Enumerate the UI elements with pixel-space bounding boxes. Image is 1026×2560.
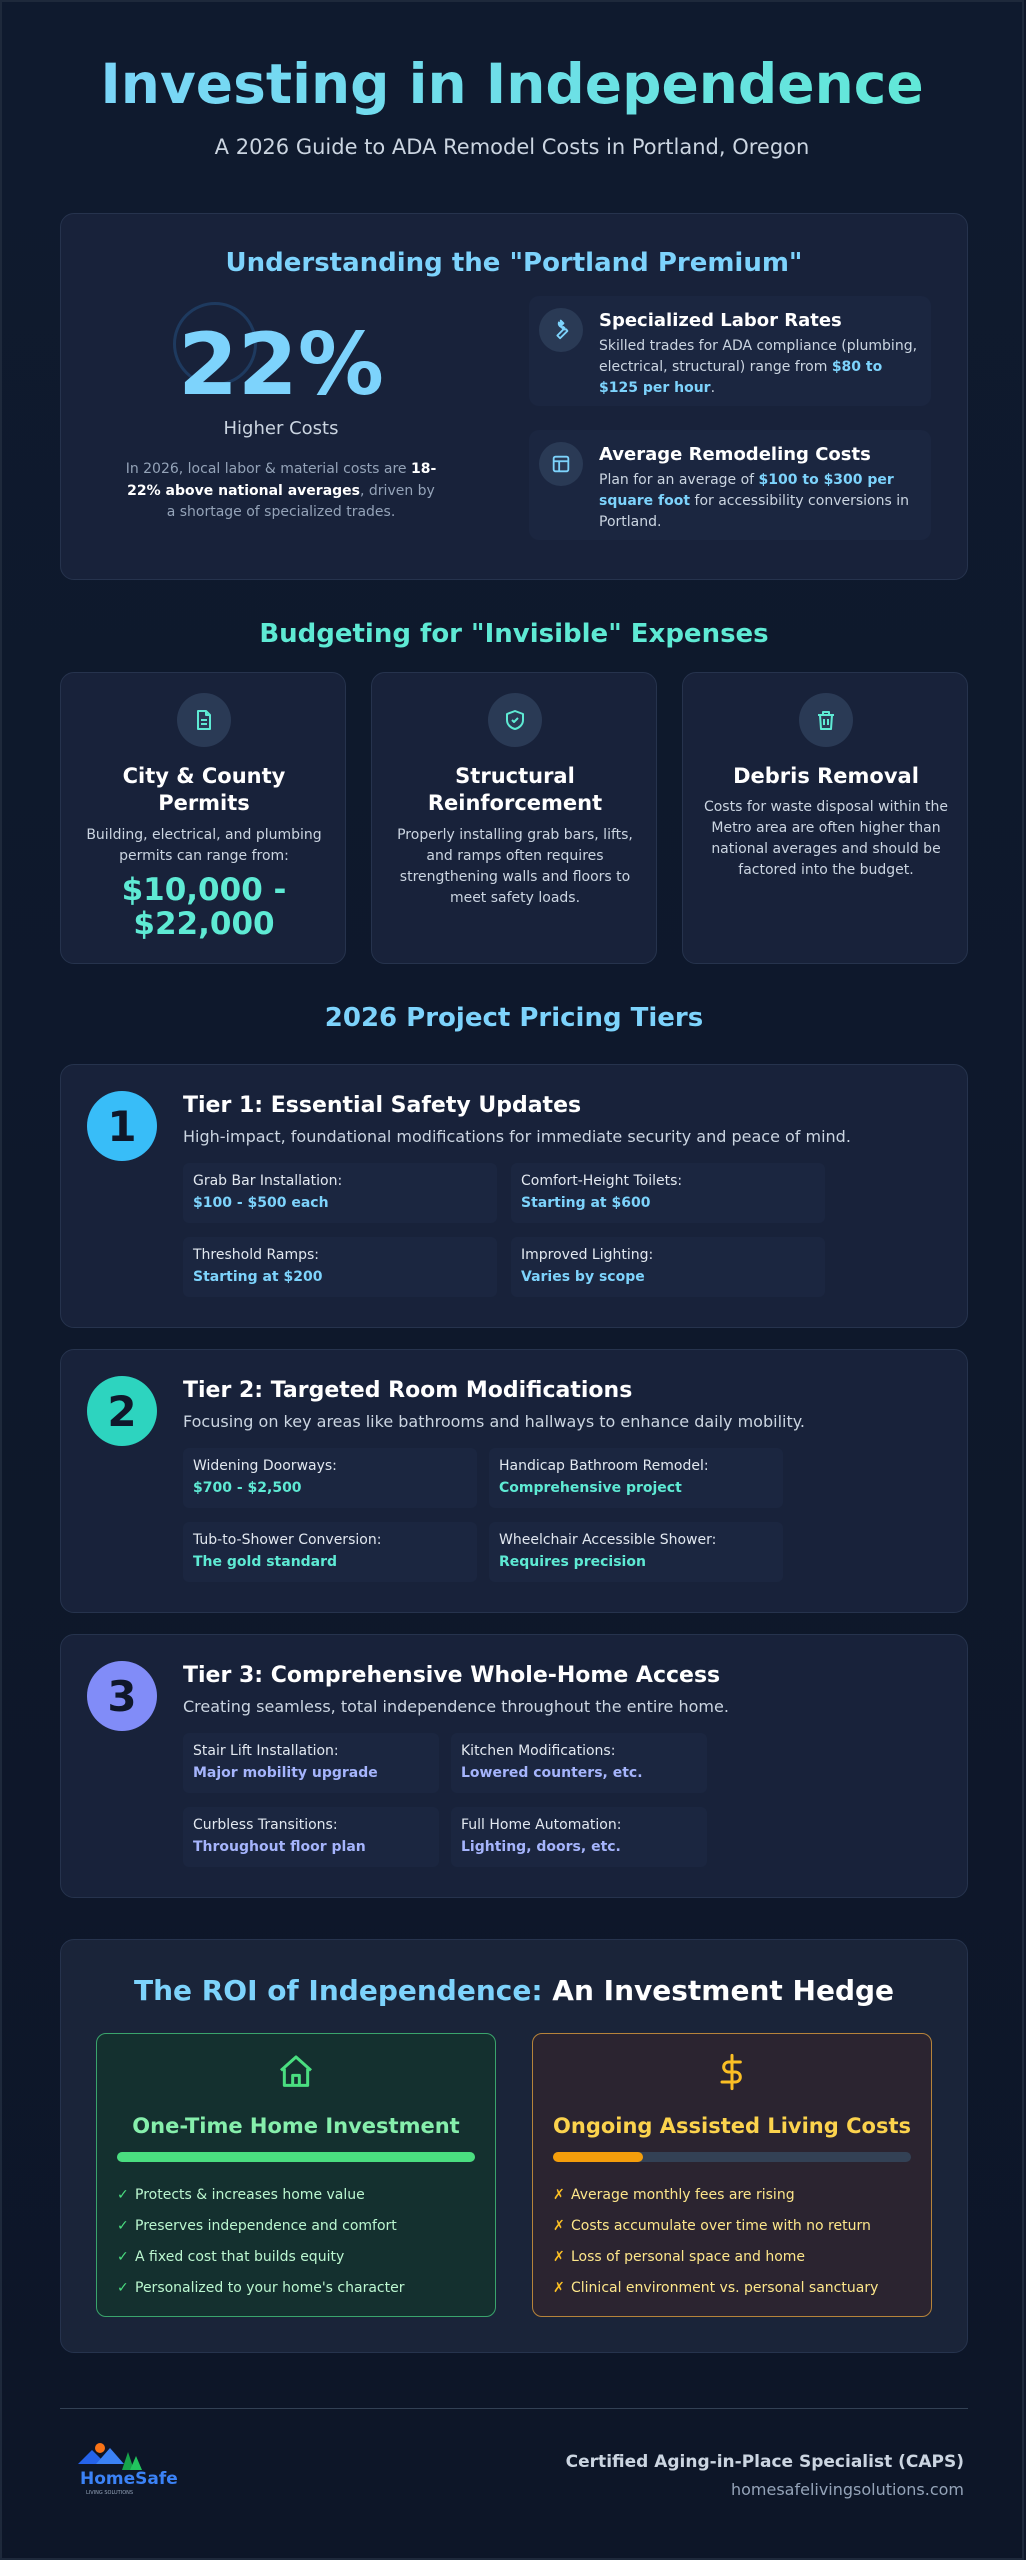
cell-label: Grab Bar Installation: — [193, 1173, 343, 1189]
tier-3-number: 3 — [87, 1661, 157, 1731]
tier-2-cell — [183, 1522, 477, 1582]
tier-2-desc: Focusing on key areas like bathrooms and hallways to enhance daily mobility. — [183, 1412, 806, 1431]
invisible-section-title: Budgeting for "Invisible" Expenses — [259, 619, 769, 649]
labor-rates-item — [529, 296, 931, 406]
cell-value: Starting at $600 — [521, 1195, 651, 1211]
wrench-icon — [539, 308, 583, 352]
home-investment-bar-fill — [117, 2152, 475, 2162]
structural-card — [371, 672, 657, 964]
cell-label: Wheelchair Accessible Shower: — [499, 1532, 717, 1548]
premium-stat-value: 22% — [178, 315, 384, 415]
cell-value: Starting at $200 — [193, 1269, 323, 1285]
desc-text: , driven by a shortage of specialized trades. — [166, 482, 435, 521]
tier-3-cell — [451, 1807, 707, 1867]
list-item: ✗ Average monthly fees are rising — [553, 2187, 795, 2203]
cell-label: Full Home Automation: — [461, 1817, 622, 1833]
list-item: ✓ Personalized to your home's character — [117, 2280, 405, 2296]
cell-label: Curbless Transitions: — [193, 1817, 338, 1833]
cell-label: Threshold Ramps: — [193, 1247, 319, 1263]
tier-3-title: Tier 3: Comprehensive Whole-Home Access — [183, 1663, 721, 1688]
tier-1-title: Tier 1: Essential Safety Updates — [183, 1093, 582, 1118]
roi-title-accent: The ROI of Independence: — [133, 1974, 543, 2007]
trash-icon — [799, 693, 853, 747]
cell-label: Improved Lighting: — [521, 1247, 654, 1263]
labor-rates-text — [599, 336, 919, 399]
roi-title — [61, 1974, 967, 2007]
cell-label: Handicap Bathroom Remodel: — [499, 1458, 709, 1474]
home-investment-bar — [117, 2152, 475, 2162]
home-icon — [97, 2052, 495, 2092]
text: Skilled trades for ADA compliance (plumbing, electrical, structural) range from — [599, 338, 918, 375]
cell-value: Major mobility upgrade — [193, 1765, 378, 1781]
footer-divider — [60, 2408, 968, 2409]
cell-value: Lighting, doors, etc. — [461, 1839, 621, 1855]
roi-card — [60, 1939, 968, 2353]
tier-2-number: 2 — [87, 1376, 157, 1446]
list-item: ✗ Costs accumulate over time with no return — [553, 2218, 871, 2234]
desc-text: In 2026, local labor & material costs are — [125, 461, 411, 477]
tier-1-number: 1 — [87, 1091, 157, 1161]
hero — [2, 2, 1022, 159]
permits-card — [60, 672, 346, 964]
tier-3-cell — [183, 1733, 439, 1793]
home-investment-box — [96, 2033, 496, 2317]
assisted-living-bar-fill — [553, 2152, 643, 2162]
list-item-text: Preserves independence and comfort — [135, 2218, 397, 2234]
homesafe-logo[interactable] — [70, 2440, 178, 2506]
cell-value: $700 - $2,500 — [193, 1480, 302, 1496]
cell-label: Comfort-Height Toilets: — [521, 1173, 683, 1189]
home-investment-list — [117, 2180, 404, 2304]
list-item-text: A fixed cost that builds equity — [135, 2249, 345, 2265]
tier-2-cell — [489, 1448, 783, 1508]
list-item-text: Loss of personal space and home — [571, 2249, 806, 2265]
layout-icon — [539, 442, 583, 486]
premium-stat-label: Higher Costs — [223, 418, 339, 439]
permits-title: City & County Permits — [122, 764, 286, 816]
tier-1-card — [60, 1064, 968, 1328]
remodeling-costs-title: Average Remodeling Costs — [599, 444, 871, 465]
list-item: ✗ Clinical environment vs. personal sanctuary — [553, 2280, 879, 2296]
text-bold: $80 to $125 per hour — [599, 359, 883, 396]
list-item: ✓ Protects & increases home value — [117, 2187, 365, 2203]
assisted-living-title: Ongoing Assisted Living Costs — [553, 2114, 911, 2138]
text: . — [710, 380, 716, 396]
list-item-text: Costs accumulate over time with no return — [571, 2218, 871, 2234]
structural-title: Structural Reinforcement — [427, 764, 603, 816]
tier-1-desc: High-impact, foundational modifications for immediate security and peace of mind. — [183, 1127, 851, 1146]
text: Plan for an average of — [599, 472, 759, 488]
tier-3-desc: Creating seamless, total independence throughout the entire home. — [183, 1697, 729, 1716]
text-bold: $100 to $300 per square foot — [599, 472, 894, 509]
cell-label: Stair Lift Installation: — [193, 1743, 339, 1759]
cell-value: Comprehensive project — [499, 1480, 682, 1496]
dollar-icon — [533, 2052, 931, 2092]
cell-label: Widening Doorways: — [193, 1458, 337, 1474]
tier-3-cell — [451, 1733, 707, 1793]
portland-premium-card — [60, 213, 968, 580]
permits-price: $10,000 - $22,000 — [121, 872, 287, 943]
debris-card — [682, 672, 968, 964]
tier-1-cell — [511, 1163, 825, 1223]
tier-1-cell — [511, 1237, 825, 1297]
tier-3-card — [60, 1634, 968, 1898]
cell-value: The gold standard — [193, 1554, 338, 1570]
list-item-text: Average monthly fees are rising — [571, 2187, 795, 2203]
home-investment-title: One-Time Home Investment — [132, 2114, 460, 2138]
cell-value: Lowered counters, etc. — [461, 1765, 643, 1781]
premium-stat — [121, 304, 441, 524]
remodeling-costs-item — [529, 430, 931, 540]
cell-value: Throughout floor plan — [193, 1839, 366, 1855]
cell-value: Varies by scope — [521, 1269, 645, 1285]
roi-title-rest: An Investment Hedge — [542, 1974, 895, 2007]
list-item: ✓ Preserves independence and comfort — [117, 2218, 397, 2234]
premium-title: Understanding the "Portland Premium" — [225, 248, 803, 278]
debris-title: Debris Removal — [733, 764, 919, 788]
logo-text: HomeSafe — [80, 2469, 178, 2489]
desc-bold: 18-22% above national averages — [127, 461, 437, 499]
list-item-text: Protects & increases home value — [135, 2187, 365, 2203]
website-link[interactable]: homesafelivingsolutions.com — [730, 2480, 964, 2499]
tier-2-cell — [183, 1448, 477, 1508]
cell-value: Requires precision — [499, 1554, 646, 1570]
premium-stat-desc — [121, 459, 441, 524]
remodeling-costs-text — [599, 470, 919, 533]
list-item-text: Clinical environment vs. personal sanctuary — [571, 2280, 879, 2296]
tier-2-card — [60, 1349, 968, 1613]
tiers-section-title: 2026 Project Pricing Tiers — [324, 1003, 704, 1033]
tier-2-title: Tier 2: Targeted Room Modifications — [183, 1378, 633, 1403]
assisted-living-bar — [553, 2152, 911, 2162]
list-item: ✓ A fixed cost that builds equity — [117, 2249, 345, 2265]
cell-value: $100 - $500 each — [193, 1195, 329, 1211]
structural-text: Properly installing grab bars, lifts, and ramps often requires strengthening walls and floors to meet safety loads. — [397, 827, 633, 906]
assisted-living-list — [553, 2180, 878, 2304]
cell-label: Kitchen Modifications: — [461, 1743, 616, 1759]
logo-subtext: LIVING SOLUTIONS — [86, 2490, 134, 2496]
permits-text: Building, electrical, and plumbing permits can range from: — [86, 827, 322, 864]
page-subtitle: A 2026 Guide to ADA Remodel Costs in Portland, Oregon — [214, 134, 810, 159]
document-icon — [177, 693, 231, 747]
assisted-living-box — [532, 2033, 932, 2317]
tier-3-cell — [183, 1807, 439, 1867]
text: for accessibility conversions in Portland. — [599, 493, 909, 530]
shield-icon — [488, 693, 542, 747]
tier-1-cell — [183, 1237, 497, 1297]
caps-certification: Certified Aging-in-Place Specialist (CAPS) — [565, 2452, 964, 2472]
cell-label: Tub-to-Shower Conversion: — [193, 1532, 382, 1548]
tier-2-cell — [489, 1522, 783, 1582]
list-item: ✗ Loss of personal space and home — [553, 2249, 806, 2265]
footer-credentials — [566, 2452, 964, 2499]
page-title: Investing in Independence — [2, 54, 1022, 115]
tier-1-cell — [183, 1163, 497, 1223]
list-item-text: Personalized to your home's character — [135, 2280, 405, 2296]
labor-rates-title: Specialized Labor Rates — [599, 310, 842, 331]
debris-text: Costs for waste disposal within the Metro area are often higher than national averages and should be factored into the budget. — [703, 799, 949, 878]
